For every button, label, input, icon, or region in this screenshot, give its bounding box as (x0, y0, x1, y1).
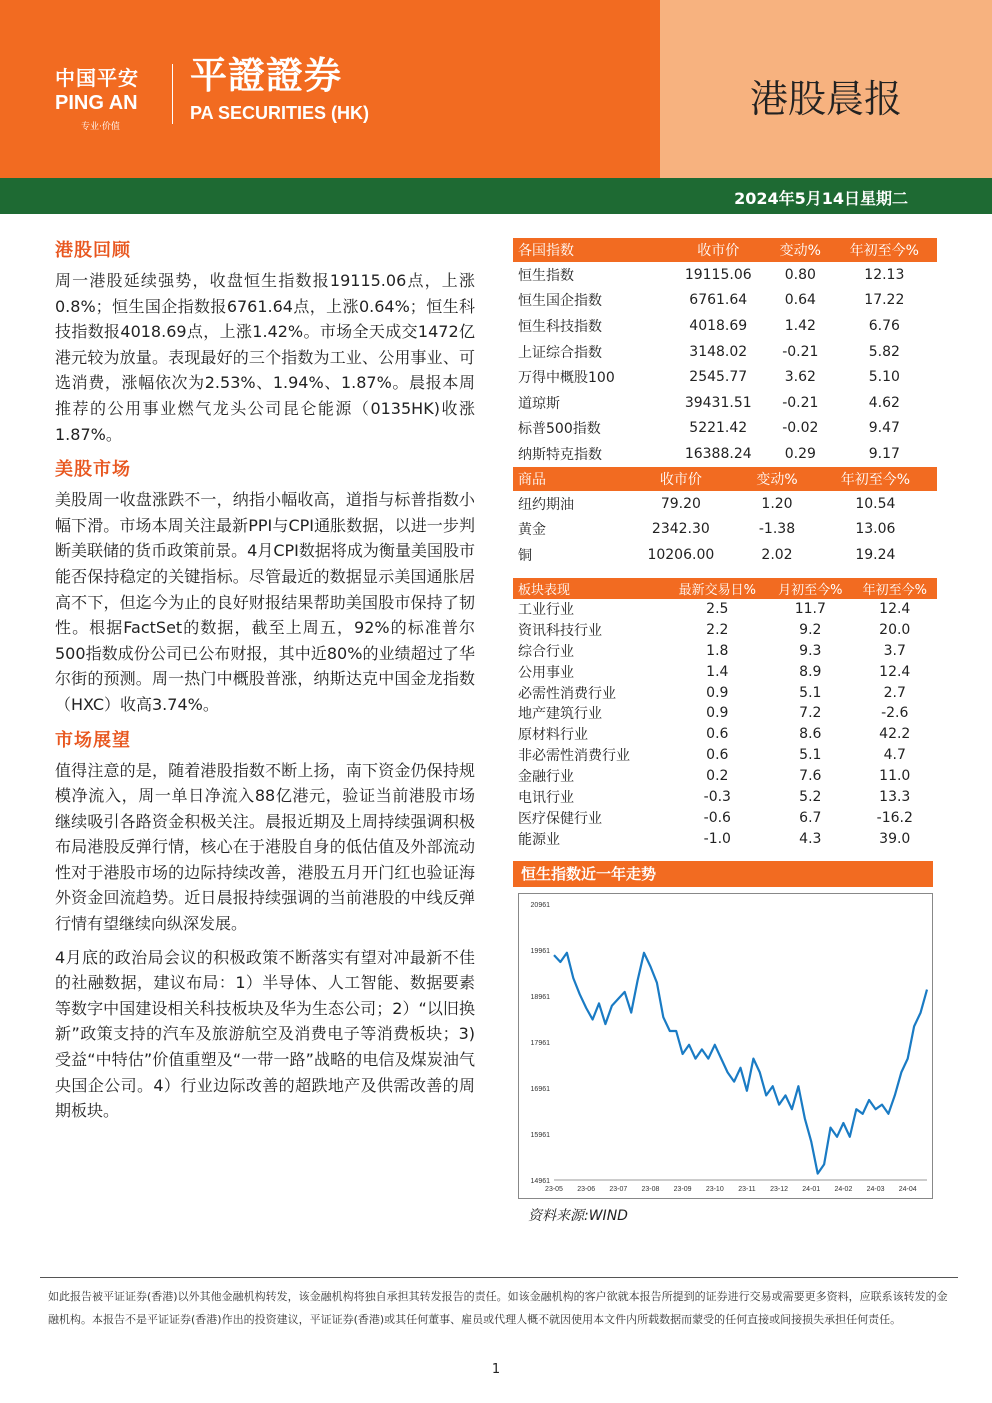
table-cell: 3148.02 (689, 343, 748, 360)
y-tick-label: 20961 (530, 902, 550, 910)
pingan-logo (55, 62, 139, 132)
table-cell: 19.24 (855, 546, 896, 563)
x-tick-label: 23-12 (770, 1186, 789, 1194)
pingan-logo-cn: 中国平安 (55, 66, 139, 90)
commodities-table (513, 467, 937, 568)
table-cell: 2.2 (706, 621, 729, 638)
table-row (513, 745, 937, 766)
table-row (513, 703, 937, 724)
y-tick-label: 16961 (530, 1086, 550, 1094)
data-column (513, 238, 937, 1225)
row-label: 恒生科技指数 (518, 318, 602, 335)
table-cell: -0.21 (782, 394, 819, 411)
table-row (513, 599, 937, 620)
table-cell: 4018.69 (689, 317, 748, 334)
row-label: 地产建筑行业 (518, 706, 602, 723)
sector-table (513, 578, 937, 850)
table-cell: 2.5 (706, 600, 729, 617)
table-cell: 9.17 (868, 445, 900, 462)
table-cell: 1.42 (784, 317, 816, 334)
table-cell: 13.3 (879, 788, 911, 805)
commentary-column (55, 236, 475, 1132)
row-label: 必需性消费行业 (518, 685, 616, 702)
table-cell: 10.54 (855, 495, 896, 512)
section-outlook (55, 726, 475, 1124)
table-row (513, 787, 937, 808)
pa-securities-logo (190, 55, 369, 124)
table-cell: 19115.06 (684, 266, 752, 283)
x-tick-label: 24-01 (802, 1186, 821, 1194)
table-cell: 5.82 (868, 343, 900, 360)
row-label: 铜 (518, 547, 532, 564)
table-row (513, 441, 937, 467)
chart-title: 恒生指数近一年走势 (513, 861, 933, 887)
table-cell: 7.2 (799, 705, 822, 722)
row-label: 金融行业 (518, 769, 574, 786)
section-title: 港股回顾 (55, 240, 131, 261)
table-cell: 1.8 (706, 642, 729, 659)
row-label: 道琼斯 (518, 395, 560, 412)
table-cell: 0.2 (706, 768, 729, 785)
table-cell: 0.6 (706, 747, 729, 764)
column-header: 变动% (740, 467, 813, 491)
table-row (513, 640, 937, 661)
table-row (513, 313, 937, 339)
table-row (513, 619, 937, 640)
row-label: 能源业 (518, 831, 560, 848)
table-row (513, 542, 937, 568)
y-tick-label: 17961 (530, 1040, 550, 1048)
table-cell: 2.02 (761, 546, 793, 563)
x-tick-label: 23-10 (705, 1186, 724, 1194)
table-cell: 9.47 (868, 420, 900, 437)
table-cell: 8.6 (799, 726, 822, 743)
row-label: 非必需性消费行业 (518, 748, 630, 765)
row-label: 纳斯特克指数 (518, 446, 602, 463)
table-cell: 5221.42 (689, 420, 748, 437)
table-cell: 0.80 (784, 266, 816, 283)
section-hk-review (55, 236, 475, 447)
report-title: 港股晨报 (750, 77, 903, 121)
table-cell: 6.7 (799, 809, 822, 826)
x-tick-label: 23-07 (609, 1186, 628, 1194)
table-cell: -2.6 (881, 705, 909, 722)
column-header: 年初至今% (832, 238, 937, 262)
column-header: 各国指数 (513, 238, 668, 262)
table-cell: -1.0 (703, 830, 731, 847)
table-cell: -0.02 (782, 420, 819, 437)
report-date: 2024年5月14日星期二 (734, 189, 908, 208)
table-row (513, 682, 937, 703)
x-tick-label: 23-08 (641, 1186, 660, 1194)
hsi-chart (518, 893, 933, 1199)
row-label: 电讯行业 (518, 789, 574, 806)
row-label: 综合行业 (518, 643, 574, 660)
y-tick-label: 19961 (530, 948, 550, 956)
table-cell: 4.62 (868, 394, 900, 411)
row-label: 黄金 (518, 522, 546, 539)
row-label: 资讯科技行业 (518, 622, 602, 639)
column-header: 变动% (769, 238, 832, 262)
table-cell: 3.62 (784, 369, 816, 386)
table-cell: 2545.77 (689, 369, 748, 386)
table-cell: 17.22 (864, 292, 905, 309)
table-cell: 42.2 (879, 726, 911, 743)
row-label: 纽约期油 (518, 496, 574, 513)
table-row (513, 828, 937, 849)
row-label: 工业行业 (518, 601, 574, 618)
row-label: 医疗保健行业 (518, 810, 602, 827)
table-row (513, 416, 937, 442)
table-cell: 5.1 (799, 747, 822, 764)
table-row (513, 766, 937, 787)
column-header: 收市价 (668, 238, 769, 262)
table-cell: 13.06 (855, 521, 896, 538)
table-cell: 39431.51 (684, 394, 752, 411)
x-tick-label: 23-11 (738, 1186, 756, 1194)
x-tick-label: 24-02 (834, 1186, 853, 1194)
section-paragraph: 周一港股延续强势，收盘恒生指数报19115.06点，上涨0.8%；恒生国企指数报6761.64点，上涨0.64%；恒生科技指数报4018.69点，上涨1.42%。市场全天成交1472亿港元较为放量。表现最好的三个指数为工业、公用事业、可选消费，涨幅依次为2.53%、1.94%、1.87%。晨报本周推荐的公用事业燃气龙头公司昆仑能源（0135HK)收涨1.87%。 (55, 271, 475, 444)
y-tick-label: 18961 (530, 994, 550, 1002)
table-cell: 0.29 (784, 445, 816, 462)
table-row (513, 390, 937, 416)
table-cell: 9.3 (799, 642, 822, 659)
table-cell: 6.76 (868, 317, 900, 334)
table-cell: 9.2 (799, 621, 822, 638)
table-cell: 1.4 (706, 663, 729, 680)
y-tick-label: 15961 (530, 1132, 550, 1140)
table-row (513, 516, 937, 542)
column-header: 年初至今% (853, 578, 937, 599)
table-cell: 11.0 (879, 768, 911, 785)
pingan-logo-en: PING AN (55, 92, 138, 114)
table-row (513, 807, 937, 828)
column-header: 商品 (513, 467, 621, 491)
table-cell: 3.7 (883, 642, 906, 659)
table-row (513, 288, 937, 314)
table-cell: 2342.30 (651, 521, 710, 538)
x-tick-label: 23-09 (673, 1186, 692, 1194)
series-line (554, 953, 927, 1174)
row-label: 恒生国企指数 (518, 293, 602, 310)
table-cell: 12.13 (864, 266, 905, 283)
indices-table (513, 238, 937, 467)
table-row (513, 491, 937, 517)
section-us-market (55, 455, 475, 717)
table-cell: -0.3 (703, 788, 731, 805)
table-cell: 12.4 (879, 663, 911, 680)
column-header: 月初至今% (768, 578, 852, 599)
table-cell: 79.20 (660, 495, 701, 512)
pingan-tagline: 专业·价值 (81, 122, 120, 132)
page-number: 1 (491, 1362, 501, 1377)
section-paragraph: 4月底的政治局会议的积极政策不断落实有望对冲最新不佳的社融数据，建议布局：1）半导体、人工智能、数据要素等数字中国建设相关科技板块及华为生态公司；2）“以旧换新”政策支持的汽车及旅游航空及消费电子等消费板块；3)受益“中特估”价值重塑及“一带一路”战略的电信及煤炭油气央国企公司。4）行业边际改善的超跌地产及供需改善的周期板块。 (55, 947, 475, 1121)
x-tick-label: 23-05 (545, 1186, 563, 1194)
table-cell: -0.21 (782, 343, 819, 360)
section-title: 美股市场 (55, 459, 131, 481)
x-tick-label: 23-06 (577, 1186, 596, 1194)
row-label: 上证综合指数 (518, 344, 602, 361)
column-header: 年初至今% (814, 467, 937, 491)
table-cell: 0.6 (706, 726, 729, 743)
table-cell: 0.9 (706, 705, 729, 722)
table-cell: 8.9 (799, 663, 822, 680)
logo-divider (172, 64, 173, 124)
section-paragraph: 美股周一收盘涨跌不一，纳指小幅收高，道指与标普指数小幅下滑。市场本周关注最新PPI与CPI通胀数据，以进一步判断美联储的货币政策前景。4月CPI数据将成为衡量美国股市能否保持稳定的关键指标。尽管最近的数据显示美国通胀居高不下，但迄今为止的良好财报结果帮助美国股市保持了韧性。根据FactSet的数据，截至上周五，92%的标准普尔500指数成份公司已公布财报，其中近80%的业绩超过了华尔街的预测。周一热门中概股普涨，纳斯达克中国金龙指数（HXC）收高3.74%。 (55, 490, 475, 714)
table-cell: 6761.64 (689, 292, 748, 309)
y-tick-label: 14961 (530, 1178, 550, 1186)
row-label: 恒生指数 (518, 267, 574, 284)
table-cell: 4.3 (799, 830, 822, 847)
row-label: 万得中概股100 (518, 370, 615, 387)
table-cell: 0.64 (784, 292, 816, 309)
column-header: 收市价 (621, 467, 740, 491)
pa-securities-logo-en: PA SECURITIES (HK) (190, 103, 370, 123)
disclaimer: 如此报告被平证证券(香港)以外其他金融机构转发，该金融机构将独自承担其转发报告的责任。如该金融机构的客户欲就本报告所提到的证券进行交易或需要更多资料，应联系该转发的金融机构。本报告不是平证证券(香港)作出的投资建议，平证证券(香港)或其任何董事、雇员或代理人概不就因使用本文件内所载数据而蒙受的任何直接或间接损失承担任何责任。 (48, 1290, 948, 1326)
table-cell: -16.2 (876, 809, 913, 826)
table-cell: -0.6 (703, 809, 731, 826)
table-cell: 0.9 (706, 684, 729, 701)
row-label: 原材料行业 (518, 727, 588, 744)
table-cell: 7.6 (799, 768, 822, 785)
table-cell: 12.4 (879, 600, 911, 617)
column-header: 板块表现 (513, 578, 667, 599)
hsi-chart-svg (519, 894, 934, 1200)
table-row (513, 262, 937, 288)
section-paragraph: 值得注意的是，随着港股指数不断上扬，南下资金仍保持规模净流入，周一单日净流入88亿港元，验证当前港股市场继续吸引各路资金积极关注。晨报近期及上周持续强调积极布局港股反弹行情，核心在于港股自身的低估值及外部流动性对于港股市场的边际持续改善，港股五月开门红也验证海外资金回流趋势。近日晨报持续强调的当前港股的中线反弹行情有望继续向纵深发展。 (55, 760, 475, 934)
table-cell: 1.20 (761, 495, 793, 512)
table-cell: 5.1 (799, 684, 822, 701)
table-cell: 10206.00 (647, 546, 715, 563)
table-row (513, 724, 937, 745)
table-row (513, 364, 937, 390)
table-row (513, 339, 937, 365)
table-cell: 5.10 (868, 369, 900, 386)
table-cell: 5.2 (799, 788, 822, 805)
table-cell: 4.7 (883, 747, 906, 764)
table-cell: 20.0 (879, 621, 911, 638)
table-cell: -1.38 (758, 521, 796, 538)
pa-securities-logo-cn: 平證證券 (190, 54, 342, 97)
section-title: 市场展望 (55, 729, 131, 751)
table-cell: 39.0 (879, 830, 911, 847)
row-label: 标普500指数 (518, 421, 601, 438)
table-cell: 11.7 (794, 600, 826, 617)
footer-divider (40, 1277, 958, 1278)
x-tick-label: 24-04 (898, 1186, 917, 1194)
x-tick-label: 24-03 (866, 1186, 885, 1194)
table-cell: 2.7 (883, 684, 906, 701)
table-cell: 16388.24 (684, 445, 752, 462)
column-header: 最新交易日% (667, 578, 769, 599)
chart-source: 资料来源:WIND (528, 1208, 628, 1225)
table-row (513, 661, 937, 682)
row-label: 公用事业 (518, 664, 574, 681)
